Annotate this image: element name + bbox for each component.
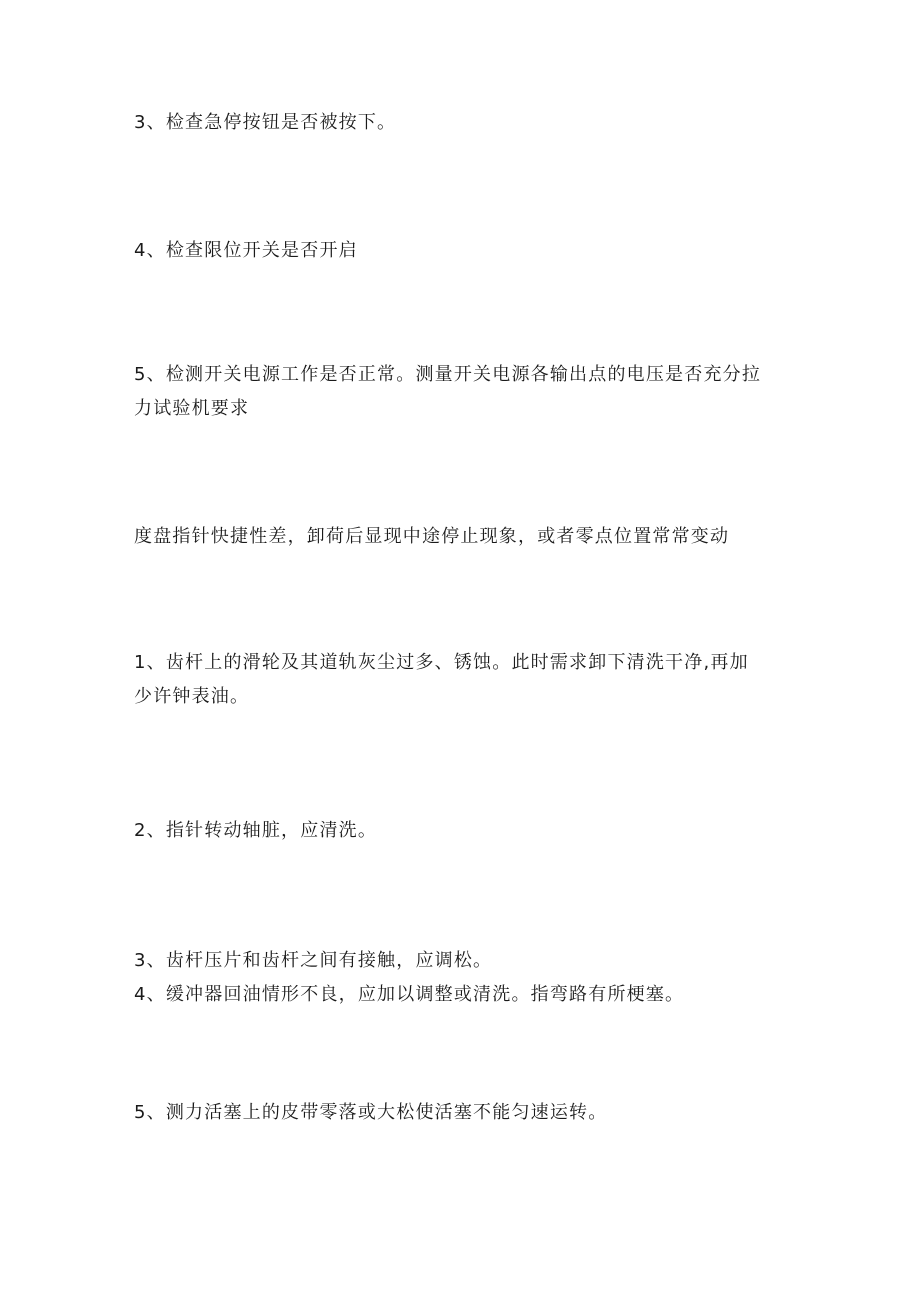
paragraph-check-limit-switch — [134, 234, 794, 268]
paragraph-piston-belt — [134, 1096, 794, 1130]
text-line: 1、齿杆上的滑轮及其道轨灰尘过多、锈蚀。此时需求卸下清洗干净,再加 — [134, 652, 749, 673]
text-line: 3、齿杆压片和齿杆之间有接触，应调松。 — [134, 950, 493, 971]
paragraph-rack-pulley-rust — [134, 646, 794, 714]
paragraph-rack-plate-and-buffer — [134, 944, 794, 1012]
text-line: 3、检查急停按钮是否被按下。 — [134, 112, 397, 133]
text-line: 少许钟表油。 — [134, 686, 250, 707]
text-line: 4、检查限位开关是否开启 — [134, 240, 358, 261]
paragraph-check-emergency-stop — [134, 106, 794, 140]
section-heading-dial-pointer-issue — [134, 520, 794, 554]
text-line: 2、指针转动轴脏，应清洗。 — [134, 820, 378, 841]
text-line: 5、检测开关电源工作是否正常。测量开关电源各输出点的电压是否充分拉 — [134, 364, 762, 385]
text-line: 5、测力活塞上的皮带零落或大松使活塞不能匀速运转。 — [134, 1102, 608, 1123]
text-line: 4、缓冲器回油情形不良，应加以调整或清洗。指弯路有所梗塞。 — [134, 984, 685, 1005]
text-line: 力试验机要求 — [134, 398, 250, 419]
paragraph-pointer-shaft-dirty — [134, 814, 794, 848]
paragraph-check-power-supply — [134, 358, 794, 426]
text-line: 度盘指针快捷性差，卸荷后显现中途停止现象，或者零点位置常常变动 — [134, 526, 730, 547]
